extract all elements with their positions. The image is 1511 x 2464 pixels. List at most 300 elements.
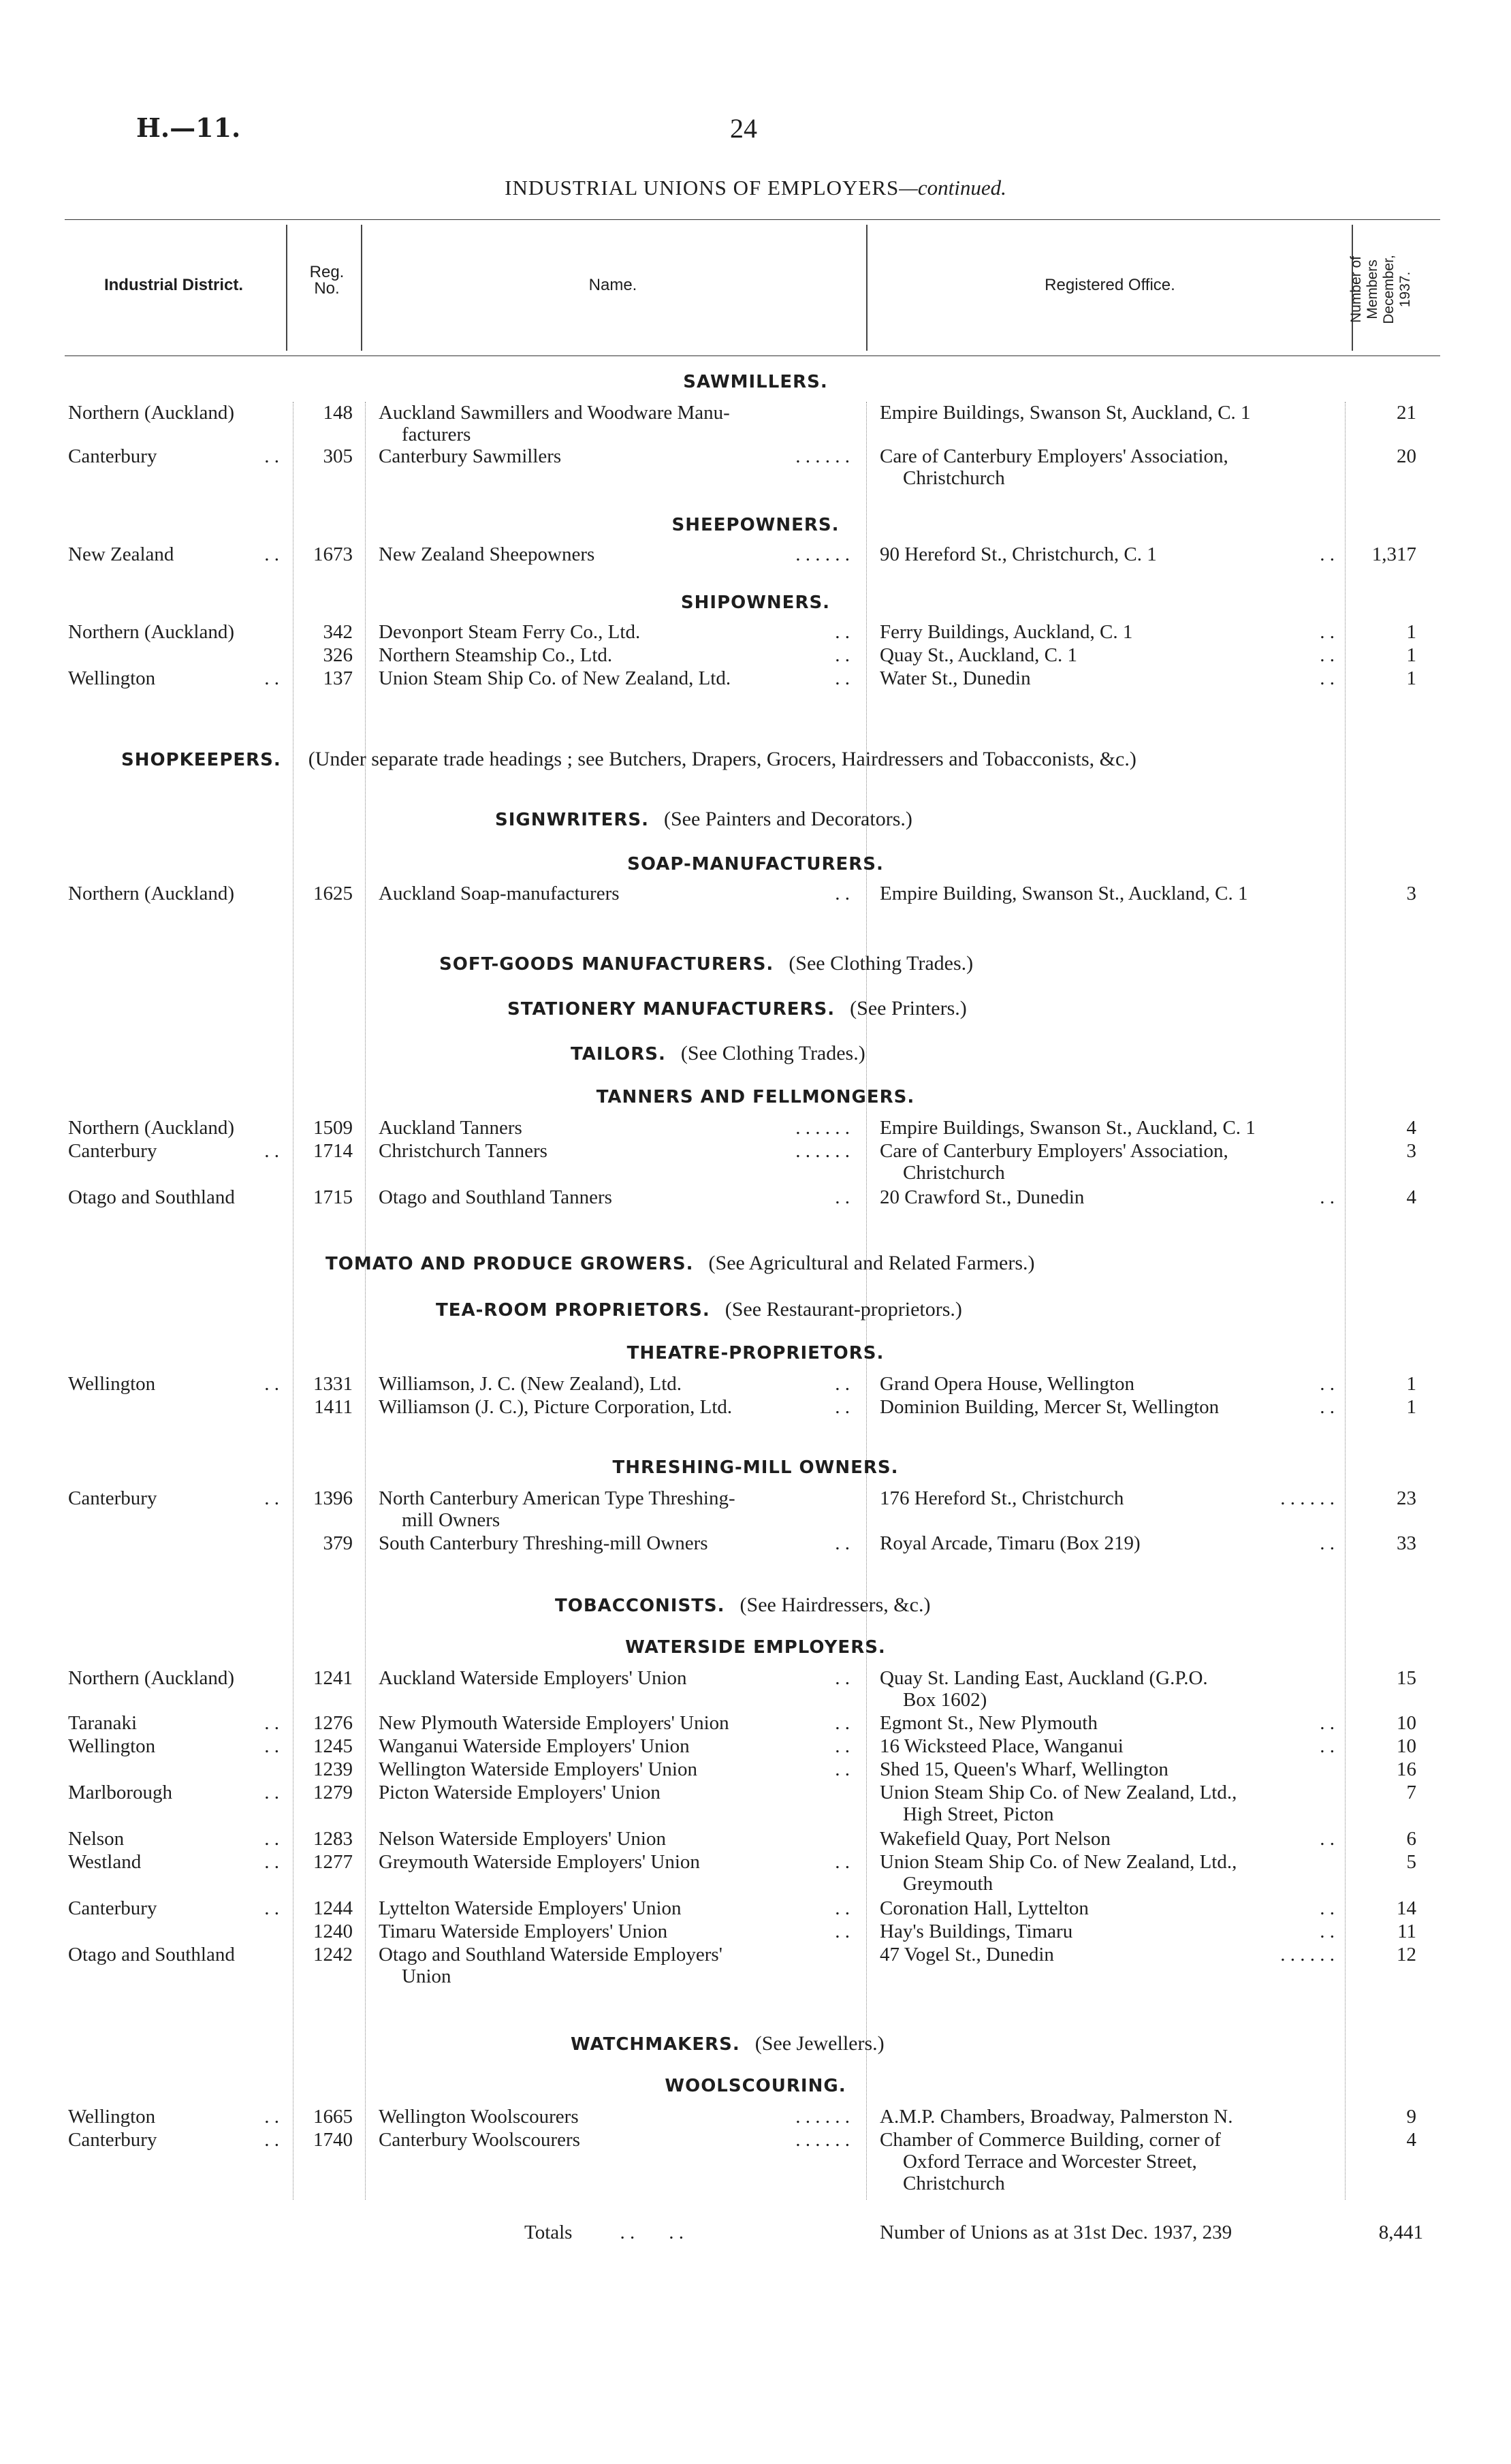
members: 14 <box>1397 1897 1416 1919</box>
members: 1 <box>1406 1396 1416 1418</box>
union-name-line: Otago and Southland Waterside Employers' <box>379 1944 722 1965</box>
xref-heading: TOMATO AND PRODUCE GROWERS. <box>325 1254 694 1274</box>
leader-dots: . . <box>1320 1373 1335 1395</box>
section-heading: TANNERS AND FELLMONGERS. <box>596 1087 915 1107</box>
district <box>68 1735 279 1757</box>
reg-no: 1242 <box>313 1944 353 1965</box>
members: 33 <box>1397 1532 1416 1554</box>
page-title <box>0 176 1511 200</box>
reg-no: 1673 <box>313 543 353 565</box>
totals-label-text: Totals <box>524 2222 573 2243</box>
union-name <box>379 1667 850 1689</box>
leader-dots: . . <box>1320 667 1335 689</box>
union-name-line: Canterbury Sawmillers <box>379 445 562 467</box>
leader-dots: . . <box>264 1140 279 1162</box>
district: Northern (Auckland) <box>68 621 234 643</box>
leader-dots: . . . . . . <box>1280 1487 1335 1509</box>
members: 4 <box>1406 1186 1416 1208</box>
xref-heading: WATCHMAKERS. <box>571 2034 740 2055</box>
reg-no: 1241 <box>313 1667 353 1689</box>
union-name-line: Wellington Waterside Employers' Union <box>379 1758 697 1780</box>
reg-no: 1277 <box>313 1851 353 1873</box>
office-cont: High Street, Picton <box>903 1803 1054 1825</box>
district <box>68 2106 279 2128</box>
members: 1 <box>1406 621 1416 643</box>
union-name <box>379 1851 850 1873</box>
members: 21 <box>1397 402 1416 424</box>
office <box>880 1186 1335 1208</box>
col-header-name: Name. <box>588 276 637 294</box>
district-text: Canterbury <box>68 1140 157 1162</box>
reg-no: 1276 <box>313 1712 353 1734</box>
union-name-line: Union Steam Ship Co. of New Zealand, Ltd. <box>379 667 731 689</box>
table-top-rule <box>65 219 1440 220</box>
reg-no: 137 <box>323 667 353 689</box>
union-name <box>379 2106 850 2128</box>
leader-dots: . . <box>264 1828 279 1850</box>
union-name-line: Wellington Woolscourers <box>379 2106 579 2128</box>
leader-dots: . . <box>835 883 850 904</box>
union-name-line: Timaru Waterside Employers' Union <box>379 1921 668 1942</box>
office <box>880 1828 1335 1850</box>
leader-dots: . . . . . . <box>795 1140 850 1162</box>
union-name-line: North Canterbury American Type Threshing- <box>379 1487 735 1509</box>
col-divider <box>286 225 287 351</box>
union-name <box>379 1735 850 1757</box>
district-text: Taranaki <box>68 1712 138 1734</box>
district-text: New Zealand <box>68 543 174 565</box>
section-heading: WATERSIDE EMPLOYERS. <box>625 1637 886 1658</box>
members: 1 <box>1406 1373 1416 1395</box>
reg-no: 1240 <box>313 1921 353 1942</box>
leader-dots: . . <box>264 445 279 467</box>
leader-dots: . . <box>264 2129 279 2151</box>
members: 4 <box>1406 2129 1416 2151</box>
section-heading: SOAP-MANUFACTURERS. <box>627 854 884 874</box>
office <box>880 1487 1335 1509</box>
col-header-district: Industrial District. <box>104 276 244 294</box>
office <box>880 1140 1335 1184</box>
union-name-line: Wanganui Waterside Employers' Union <box>379 1735 690 1757</box>
office-line: Hay's Buildings, Timaru <box>880 1921 1073 1942</box>
leader-dots: . . <box>264 667 279 689</box>
reg-no: 1715 <box>313 1186 353 1208</box>
office <box>880 543 1335 565</box>
office-cont: Christchurch <box>903 467 1005 489</box>
col-divider <box>866 225 868 351</box>
leader-dots: . . <box>620 2222 635 2243</box>
district <box>68 1487 279 1509</box>
xref-heading: TAILORS. <box>571 1044 666 1064</box>
section-heading: SAWMILLERS. <box>683 372 828 392</box>
district-text: Wellington <box>68 1735 156 1757</box>
leader-dots: . . <box>835 621 850 643</box>
leader-dots: . . <box>264 1851 279 1873</box>
members: 10 <box>1397 1735 1416 1757</box>
members: 3 <box>1406 1140 1416 1162</box>
reg-no: 1740 <box>313 2129 353 2151</box>
union-name <box>379 1712 850 1734</box>
xref-note: (See Jewellers.) <box>754 2032 885 2055</box>
office <box>880 1735 1335 1757</box>
office-line: Dominion Building, Mercer St, Wellington <box>880 1396 1220 1418</box>
office-line: Royal Arcade, Timaru (Box 219) <box>880 1532 1141 1554</box>
union-name-cont: mill Owners <box>402 1509 500 1531</box>
office <box>880 1782 1335 1825</box>
office-line: Union Steam Ship Co. of New Zealand, Ltd., <box>880 1851 1237 1873</box>
cross-reference <box>571 2032 885 2055</box>
leader-dots: . . <box>1320 543 1335 565</box>
leader-dots: . . . . . . <box>795 543 850 565</box>
members: 7 <box>1406 1782 1416 1803</box>
report-id: H.—11. <box>136 112 241 143</box>
xref-heading: SHOPKEEPERS. <box>121 750 281 770</box>
union-name <box>379 1944 850 1987</box>
reg-no: 326 <box>323 644 353 666</box>
leader-dots: . . <box>1320 1396 1335 1418</box>
leader-dots: . . <box>1320 621 1335 643</box>
members: 6 <box>1406 1828 1416 1850</box>
district <box>68 1712 279 1734</box>
district <box>68 1140 279 1162</box>
reg-no: 1239 <box>313 1758 353 1780</box>
col-divider <box>361 225 362 351</box>
union-name <box>379 1897 850 1919</box>
xref-note: (See Hairdressers, &c.) <box>739 1594 931 1616</box>
office: Empire Buildings, Swanson St., Auckland, C. 1 <box>880 1117 1256 1139</box>
district <box>68 667 279 689</box>
office <box>880 2129 1335 2194</box>
office-line: Wakefield Quay, Port Nelson <box>880 1828 1111 1850</box>
members: 3 <box>1406 883 1416 904</box>
leader-dots: . . <box>1320 1897 1335 1919</box>
district <box>68 1897 279 1919</box>
page-title-suffix: —continued. <box>899 176 1006 200</box>
union-name-line: New Plymouth Waterside Employers' Union <box>379 1712 729 1734</box>
members: 15 <box>1397 1667 1416 1689</box>
col-header-members <box>1348 225 1413 354</box>
leader-dots: . . <box>1320 1828 1335 1850</box>
members: 1,317 <box>1371 543 1416 565</box>
members: 12 <box>1397 1944 1416 1965</box>
district <box>68 1373 279 1395</box>
body-divider <box>1345 402 1346 2200</box>
union-name-line: Greymouth Waterside Employers' Union <box>379 1851 700 1873</box>
district-text: Canterbury <box>68 1897 157 1919</box>
office-line: Coronation Hall, Lyttelton <box>880 1897 1089 1919</box>
xref-heading: TEA-ROOM PROPRIETORS. <box>436 1300 710 1321</box>
members: 9 <box>1406 2106 1416 2128</box>
leader-dots: . . . . . . <box>1280 1944 1335 1965</box>
office <box>880 667 1335 689</box>
leader-dots: . . <box>264 2106 279 2128</box>
office: A.M.P. Chambers, Broadway, Palmerston N. <box>880 2106 1233 2128</box>
cross-reference <box>555 1594 930 1617</box>
leader-dots: . . . . . . <box>795 445 850 467</box>
office-line: 176 Hereford St., Christchurch <box>880 1487 1124 1509</box>
office-line: Ferry Buildings, Auckland, C. 1 <box>880 621 1133 643</box>
union-name <box>379 1532 850 1554</box>
xref-heading: SOFT-GOODS MANUFACTURERS. <box>439 954 774 975</box>
cross-reference <box>121 748 1136 771</box>
leader-dots: . . <box>1320 1735 1335 1757</box>
members: 10 <box>1397 1712 1416 1734</box>
district-text: Canterbury <box>68 1487 157 1509</box>
leader-dots: . . <box>835 1712 850 1734</box>
reg-no: 1331 <box>313 1373 353 1395</box>
reg-no: 1245 <box>313 1735 353 1757</box>
district: Northern (Auckland) <box>68 883 234 904</box>
district <box>68 1782 279 1803</box>
district-text: Canterbury <box>68 445 157 467</box>
office-line: Water St., Dunedin <box>880 667 1031 689</box>
district-text: Marlborough <box>68 1782 173 1803</box>
office-line: Union Steam Ship Co. of New Zealand, Ltd., <box>880 1782 1237 1803</box>
leader-dots: . . <box>835 1735 850 1757</box>
union-name <box>379 1487 850 1531</box>
office <box>880 1897 1335 1919</box>
union-name-line: Canterbury Woolscourers <box>379 2129 580 2151</box>
union-name <box>379 2129 850 2151</box>
district-text: Wellington <box>68 667 156 689</box>
body-divider <box>365 402 366 2200</box>
union-name <box>379 1921 850 1942</box>
reg-no: 1625 <box>313 883 353 904</box>
leader-dots: . . . . . . <box>795 2129 850 2151</box>
union-name <box>379 883 850 904</box>
leader-dots: . . <box>835 1373 850 1395</box>
district <box>68 543 279 565</box>
district-text: Nelson <box>68 1828 125 1850</box>
union-name <box>379 543 850 565</box>
office-line: 16 Wicksteed Place, Wanganui <box>880 1735 1124 1757</box>
reg-no: 1665 <box>313 2106 353 2128</box>
office-cont: Christchurch <box>903 1162 1005 1184</box>
district <box>68 2129 279 2151</box>
office-cont: Greymouth <box>903 1873 993 1895</box>
office <box>880 1851 1335 1895</box>
xref-heading: SIGNWRITERS. <box>495 810 649 830</box>
district <box>68 1851 279 1873</box>
cross-reference <box>439 952 973 975</box>
union-name <box>379 1117 850 1139</box>
section-heading: THEATRE-PROPRIETORS. <box>626 1343 885 1363</box>
union-name <box>379 644 850 666</box>
office <box>880 1921 1335 1942</box>
reg-no: 1396 <box>313 1487 353 1509</box>
district-text: Canterbury <box>68 2129 157 2151</box>
xref-note: (See Agricultural and Related Farmers.) <box>708 1252 1035 1274</box>
leader-dots: . . <box>835 644 850 666</box>
office-line: Care of Canterbury Employers' Association, <box>880 445 1228 467</box>
col-header-reg: Reg. No. <box>309 263 345 298</box>
members: 16 <box>1397 1758 1416 1780</box>
leader-dots: . . <box>835 1851 850 1873</box>
office-line: Quay St., Auckland, C. 1 <box>880 644 1077 666</box>
office-cont: Christchurch <box>903 2173 1005 2194</box>
reg-no: 342 <box>323 621 353 643</box>
totals-label <box>524 2222 684 2244</box>
xref-note: (See Restaurant-proprietors.) <box>725 1298 962 1321</box>
union-name <box>379 1373 850 1395</box>
leader-dots: . . <box>669 2222 684 2243</box>
leader-dots: . . <box>1320 644 1335 666</box>
office <box>880 1944 1335 1965</box>
xref-note: (Under separate trade headings ; see Butchers, Drapers, Grocers, Hairdressers and Tobacconists, &c.) <box>308 748 1136 770</box>
union-name-line: Auckland Sawmillers and Woodware Manu- <box>379 402 730 424</box>
totals-members: 8,441 <box>1378 2222 1423 2243</box>
page-number: 24 <box>730 113 757 144</box>
xref-note: (See Painters and Decorators.) <box>664 808 912 830</box>
office-cont: Box 1602) <box>903 1689 987 1711</box>
union-name <box>379 445 850 467</box>
union-name: Nelson Waterside Employers' Union <box>379 1828 666 1850</box>
xref-heading: STATIONERY MANUFACTURERS. <box>507 999 836 1020</box>
leader-dots: . . . . . . <box>795 1117 850 1139</box>
xref-note: (See Clothing Trades.) <box>680 1042 865 1064</box>
leader-dots: . . <box>264 1735 279 1757</box>
district-text: Wellington <box>68 2106 156 2128</box>
leader-dots: . . <box>835 1758 850 1780</box>
members: 4 <box>1406 1117 1416 1139</box>
leader-dots: . . <box>264 1373 279 1395</box>
union-name-line: Auckland Soap-manufacturers <box>379 883 620 904</box>
xref-note: (See Clothing Trades.) <box>789 952 974 975</box>
leader-dots: . . <box>264 1897 279 1919</box>
reg-no: 1714 <box>313 1140 353 1162</box>
office-line: Grand Opera House, Wellington <box>880 1373 1135 1395</box>
union-name <box>379 1758 850 1780</box>
cross-reference <box>571 1042 865 1065</box>
district: Northern (Auckland) <box>68 1667 234 1689</box>
office <box>880 445 1335 489</box>
union-name-line: Devonport Steam Ferry Co., Ltd. <box>379 621 641 643</box>
union-name <box>379 1396 850 1418</box>
leader-dots: . . <box>835 1396 850 1418</box>
union-name-line: Christchurch Tanners <box>379 1140 547 1162</box>
office-line: 20 Crawford St., Dunedin <box>880 1186 1085 1208</box>
office-line: 47 Vogel St., Dunedin <box>880 1944 1054 1965</box>
office <box>880 1373 1335 1395</box>
union-name-cont: Union <box>402 1965 451 1987</box>
office-line: Egmont St., New Plymouth <box>880 1712 1098 1734</box>
reg-no: 1244 <box>313 1897 353 1919</box>
leader-dots: . . <box>264 1487 279 1509</box>
district <box>68 445 279 467</box>
union-name-cont: facturers <box>402 424 471 445</box>
reg-no: 1411 <box>314 1396 353 1418</box>
cross-reference <box>436 1298 962 1321</box>
members: 5 <box>1406 1851 1416 1873</box>
district: Otago and Southland <box>68 1186 235 1208</box>
cross-reference <box>507 997 967 1020</box>
union-name-line: South Canterbury Threshing-mill Owners <box>379 1532 708 1554</box>
leader-dots: . . <box>1320 1921 1335 1942</box>
members: 23 <box>1397 1487 1416 1509</box>
union-name <box>379 667 850 689</box>
office-cont: Oxford Terrace and Worcester Street, <box>903 2151 1197 2173</box>
section-heading: THRESHING-MILL OWNERS. <box>612 1457 899 1478</box>
leader-dots: . . <box>1320 1186 1335 1208</box>
members: 11 <box>1397 1921 1416 1942</box>
office <box>880 644 1335 666</box>
totals-unions-note: Number of Unions as at 31st Dec. 1937, 239 <box>880 2222 1232 2243</box>
col-header-office: Registered Office. <box>1045 276 1175 294</box>
office: Empire Building, Swanson St., Auckland, C. 1 <box>880 883 1248 904</box>
district <box>68 1828 279 1850</box>
cross-reference <box>325 1252 1035 1275</box>
members: 20 <box>1397 445 1416 467</box>
leader-dots: . . . . . . <box>795 2106 850 2128</box>
section-heading: SHIPOWNERS. <box>680 593 831 613</box>
reg-no: 148 <box>323 402 353 424</box>
leader-dots: . . <box>835 1897 850 1919</box>
office-line: Chamber of Commerce Building, corner of <box>880 2129 1221 2151</box>
union-name <box>379 402 850 445</box>
xref-note: (See Printers.) <box>850 997 967 1020</box>
union-name-line: New Zealand Sheepowners <box>379 543 595 565</box>
office <box>880 1396 1335 1418</box>
office: Empire Buildings, Swanson St, Auckland, C. 1 <box>880 402 1251 424</box>
district: Northern (Auckland) <box>68 1117 234 1139</box>
union-name-line: Williamson, J. C. (New Zealand), Ltd. <box>379 1373 682 1395</box>
section-heading: SHEEPOWNERS. <box>671 515 840 535</box>
leader-dots: . . <box>1320 1712 1335 1734</box>
office <box>880 1532 1335 1554</box>
office <box>880 1667 1335 1711</box>
leader-dots: . . <box>264 1712 279 1734</box>
cross-reference <box>495 808 912 831</box>
union-name-line: Auckland Tanners <box>379 1117 522 1139</box>
leader-dots: . . <box>835 1921 850 1942</box>
union-name-line: Northern Steamship Co., Ltd. <box>379 644 613 666</box>
office <box>880 1712 1335 1734</box>
col-header-members-text: Number of Members December, 1937. <box>1348 255 1413 324</box>
leader-dots: . . <box>264 543 279 565</box>
leader-dots: . . <box>835 667 850 689</box>
union-name-line: Williamson (J. C.), Picture Corporation, Ltd. <box>379 1396 733 1418</box>
office <box>880 621 1335 643</box>
xref-heading: TOBACCONISTS. <box>555 1596 725 1616</box>
office-line: Care of Canterbury Employers' Association, <box>880 1140 1228 1162</box>
office-line: Quay St. Landing East, Auckland (G.P.O. <box>880 1667 1208 1689</box>
office-line: 90 Hereford St., Christchurch, C. 1 <box>880 543 1157 565</box>
district: Otago and Southland <box>68 1944 235 1965</box>
union-name <box>379 621 850 643</box>
union-name <box>379 1140 850 1162</box>
reg-no: 1283 <box>313 1828 353 1850</box>
members: 1 <box>1406 667 1416 689</box>
reg-no: 305 <box>323 445 353 467</box>
union-name-line: Auckland Waterside Employers' Union <box>379 1667 687 1689</box>
district: Northern (Auckland) <box>68 402 234 424</box>
members: 1 <box>1406 644 1416 666</box>
leader-dots: . . <box>835 1532 850 1554</box>
union-name-line: Lyttelton Waterside Employers' Union <box>379 1897 682 1919</box>
district-text: Wellington <box>68 1373 156 1395</box>
reg-no: 379 <box>323 1532 353 1554</box>
section-heading: WOOLSCOURING. <box>665 2076 846 2096</box>
leader-dots: . . <box>1320 1532 1335 1554</box>
leader-dots: . . <box>264 1782 279 1803</box>
leader-dots: . . <box>835 1186 850 1208</box>
district-text: Westland <box>68 1851 142 1873</box>
union-name <box>379 1186 850 1208</box>
union-name: Picton Waterside Employers' Union <box>379 1782 661 1803</box>
reg-no: 1279 <box>313 1782 353 1803</box>
leader-dots: . . <box>835 1667 850 1689</box>
reg-no: 1509 <box>313 1117 353 1139</box>
